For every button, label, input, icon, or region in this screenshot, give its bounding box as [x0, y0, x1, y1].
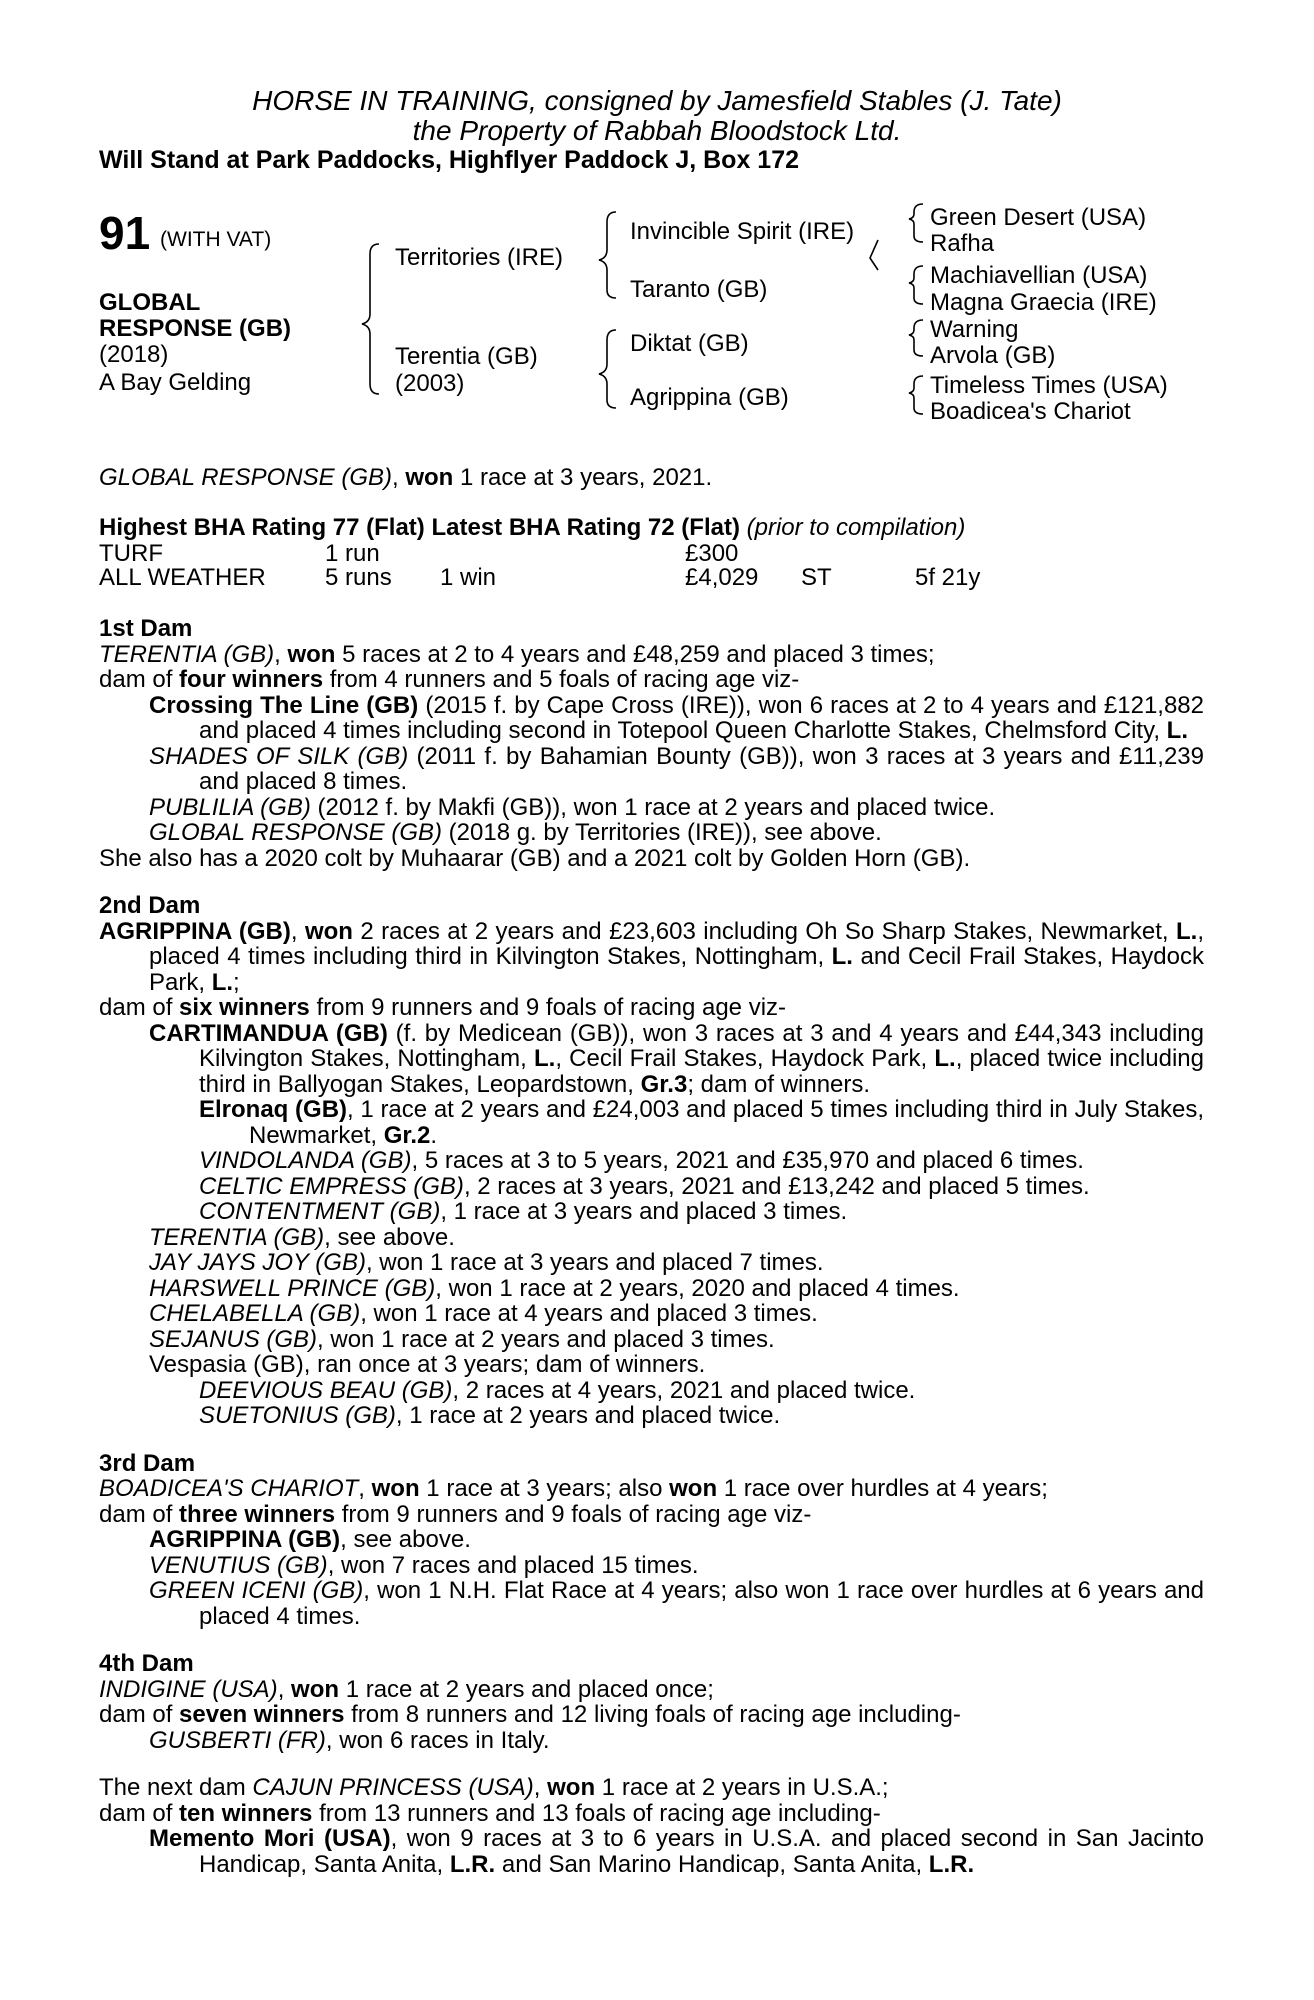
- second-dam-heading: 2nd Dam: [99, 892, 201, 919]
- next-dam-record: The next dam CAJUN PRINCESS (USA), won 1 race at 2 years in U.S.A.;: [99, 1774, 889, 1801]
- first-dam-heading: 1st Dam: [99, 615, 193, 642]
- produce-entry: AGRIPPINA (GB), see above.: [149, 1526, 471, 1553]
- summary-name: GLOBAL RESPONSE (GB): [99, 464, 392, 491]
- dam-sire: Diktat (GB): [630, 330, 749, 357]
- runs: 1 run: [325, 540, 380, 567]
- fourth-dam-produce: dam of seven winners from 8 runners and 12 living foals of racing age including-: [99, 1701, 961, 1728]
- first-dam-record: TERENTIA (GB), won 5 races at 2 to 4 years and £48,259 and placed 3 times;: [99, 640, 935, 668]
- dam-records: [99, 616, 1204, 1877]
- produce-entry: Crossing The Line (GB) (2015 f. by Cape Cross (IRE)), won 6 races at 2 to 4 years and £121,882 and placed 4 times including second in Totepool Queen Charlotte Stakes, Chelmsford City, L.: [149, 691, 1204, 744]
- produce-entry: GLOBAL RESPONSE (GB) (2018 g. by Territories (IRE)), see above.: [149, 819, 882, 846]
- produce-entry: JAY JAYS JOY (GB), won 1 race at 3 years and placed 7 times.: [149, 1249, 824, 1276]
- surface: TURF: [99, 540, 163, 567]
- surface: ALL WEATHER: [99, 564, 266, 591]
- foaling-year: (2018): [99, 341, 169, 368]
- produce-entry: HARSWELL PRINCE (GB), won 1 race at 2 years, 2020 and placed 4 times.: [149, 1274, 960, 1302]
- produce-entry: GUSBERTI (FR), won 6 races in Italy.: [149, 1726, 550, 1754]
- dam-dam: Agrippina (GB): [630, 384, 789, 411]
- dam: Terentia (GB): [395, 343, 538, 370]
- dss: Warning: [930, 316, 1019, 343]
- going: ST: [801, 564, 832, 591]
- first-dam-produce: dam of four winners from 4 runners and 5 foals of racing age viz-: [99, 666, 800, 693]
- third-dam-record: BOADICEA'S CHARIOT, won 1 race at 3 years; also won 1 race over hurdles at 4 years;: [99, 1475, 1048, 1502]
- bha-ratings: [99, 514, 965, 542]
- bha-note: (prior to compilation): [746, 514, 966, 541]
- lot-number: 91: [99, 207, 151, 259]
- grandproduce-entry: SUETONIUS (GB), 1 race at 2 years and placed twice.: [199, 1402, 781, 1429]
- produce-entry: Memento Mori (USA), won 9 races at 3 to 6 years in U.S.A. and placed second in San Jacinto Handicap, Santa Anita, L.R. and San Marino Handicap, Santa Anita, L.R.: [149, 1825, 1204, 1878]
- sire-dam: Taranto (GB): [630, 276, 768, 303]
- ddd: Boadicea's Chariot: [930, 398, 1131, 425]
- grandproduce-entry: DEEVIOUS BEAU (GB), 2 races at 4 years, 2021 and placed twice.: [199, 1376, 916, 1404]
- consignor-line: HORSE IN TRAINING, consigned by Jamesfield Stables (J. Tate): [252, 85, 1062, 116]
- dds: Timeless Times (USA): [930, 372, 1168, 399]
- produce-entry: TERENTIA (GB), see above.: [149, 1223, 455, 1251]
- ssd: Rafha: [930, 230, 995, 257]
- produce-entry: SEJANUS (GB), won 1 race at 2 years and placed 3 times.: [149, 1325, 775, 1353]
- sire: Territories (IRE): [395, 244, 564, 271]
- horse-description: A Bay Gelding: [99, 369, 252, 396]
- stand-location: Will Stand at Park Paddocks, Highflyer Paddock J, Box 172: [99, 146, 799, 174]
- distance: 5f 21y: [915, 564, 981, 591]
- horse-name-line1: GLOBAL: [99, 289, 201, 316]
- sss: Green Desert (USA): [930, 204, 1147, 231]
- grandproduce-entry: CELTIC EMPRESS (GB), 2 races at 3 years, 2021 and £13,242 and placed 5 times.: [199, 1172, 1090, 1200]
- sds: Machiavellian (USA): [930, 262, 1148, 289]
- second-dam-record: AGRIPPINA (GB), won 2 races at 2 years and £23,603 including Oh So Sharp Stakes, Newmarket, L., placed 4 times including third in Kilvington Stakes, Nottingham, L. and Cecil Frail Stakes, Haydock Park, L.;: [99, 917, 1204, 996]
- produce-entry: SHADES OF SILK (GB) (2011 f. by Bahamian Bounty (GB)), won 3 races at 3 years and £11,239 and placed 8 times.: [149, 742, 1204, 795]
- dam-year: (2003): [395, 370, 465, 397]
- sire-sire: Invincible Spirit (IRE): [630, 218, 855, 245]
- produce-entry: VENUTIUS (GB), won 7 races and placed 15 times.: [149, 1551, 699, 1579]
- sdd: Magna Graecia (IRE): [930, 289, 1157, 316]
- prize: £4,029: [685, 564, 759, 591]
- prize: £300: [685, 540, 739, 567]
- runs: 5 runs: [325, 564, 392, 591]
- second-dam-produce: dam of six winners from 9 runners and 9 foals of racing age viz-: [99, 994, 787, 1021]
- third-dam-produce: dam of three winners from 9 runners and 9 foals of racing age viz-: [99, 1500, 812, 1528]
- grandproduce-entry: CONTENTMENT (GB), 1 race at 3 years and placed 3 times.: [199, 1198, 848, 1225]
- produce-entry: GREEN ICENI (GB), won 1 N.H. Flat Race at 4 years; also won 1 race over hurdles at 6 years and placed 4 times.: [149, 1577, 1204, 1630]
- summary-rest: 1 race at 3 years, 2021.: [453, 464, 713, 491]
- produce-entry: Vespasia (GB), ran once at 3 years; dam of winners.: [149, 1351, 706, 1378]
- next-dam-produce: dam of ten winners from 13 runners and 13 foals of racing age including-: [99, 1799, 881, 1827]
- horse-name-line2: RESPONSE (GB): [99, 315, 292, 342]
- summary-won: won: [405, 464, 454, 491]
- latest-bha: Latest BHA Rating 72 (Flat): [431, 514, 740, 541]
- race-summary: GLOBAL RESPONSE (GB), won 1 race at 3 years, 2021.: [99, 464, 713, 491]
- highest-bha: Highest BHA Rating 77 (Flat): [99, 514, 425, 541]
- fourth-dam-heading: 4th Dam: [99, 1650, 194, 1677]
- produce-entry: CHELABELLA (GB), won 1 race at 4 years and placed 3 times.: [149, 1300, 818, 1327]
- dsd: Arvola (GB): [930, 342, 1056, 369]
- grandproduce-entry: Elronaq (GB), 1 race at 2 years and £24,003 and placed 5 times including third in July Stakes, Newmarket, Gr.2.: [199, 1096, 1204, 1149]
- vat-label: (WITH VAT): [160, 228, 272, 251]
- first-dam-also: She also has a 2020 colt by Muhaarar (GB) and a 2021 colt by Golden Horn (GB).: [99, 844, 971, 872]
- produce-entry: PUBLILIA (GB) (2012 f. by Makfi (GB)), won 1 race at 2 years and placed twice.: [149, 793, 996, 821]
- grandproduce-entry: VINDOLANDA (GB), 5 races at 3 to 5 years, 2021 and £35,970 and placed 6 times.: [199, 1147, 1084, 1174]
- wins: 1 win: [440, 564, 497, 591]
- property-line: the Property of Rabbah Bloodstock Ltd.: [412, 115, 902, 146]
- third-dam-heading: 3rd Dam: [99, 1449, 196, 1477]
- fourth-dam-record: INDIGINE (USA), won 1 race at 2 years and placed once;: [99, 1675, 714, 1703]
- produce-entry: CARTIMANDUA (GB) (f. by Medicean (GB)), won 3 races at 3 and 4 years and £44,343 including Kilvington Stakes, Nottingham, L., Cecil Frail Stakes, Haydock Park, L., placed twice including third in Ballyogan Stakes, Leopardstown, Gr.3; dam of winners.: [149, 1019, 1204, 1098]
